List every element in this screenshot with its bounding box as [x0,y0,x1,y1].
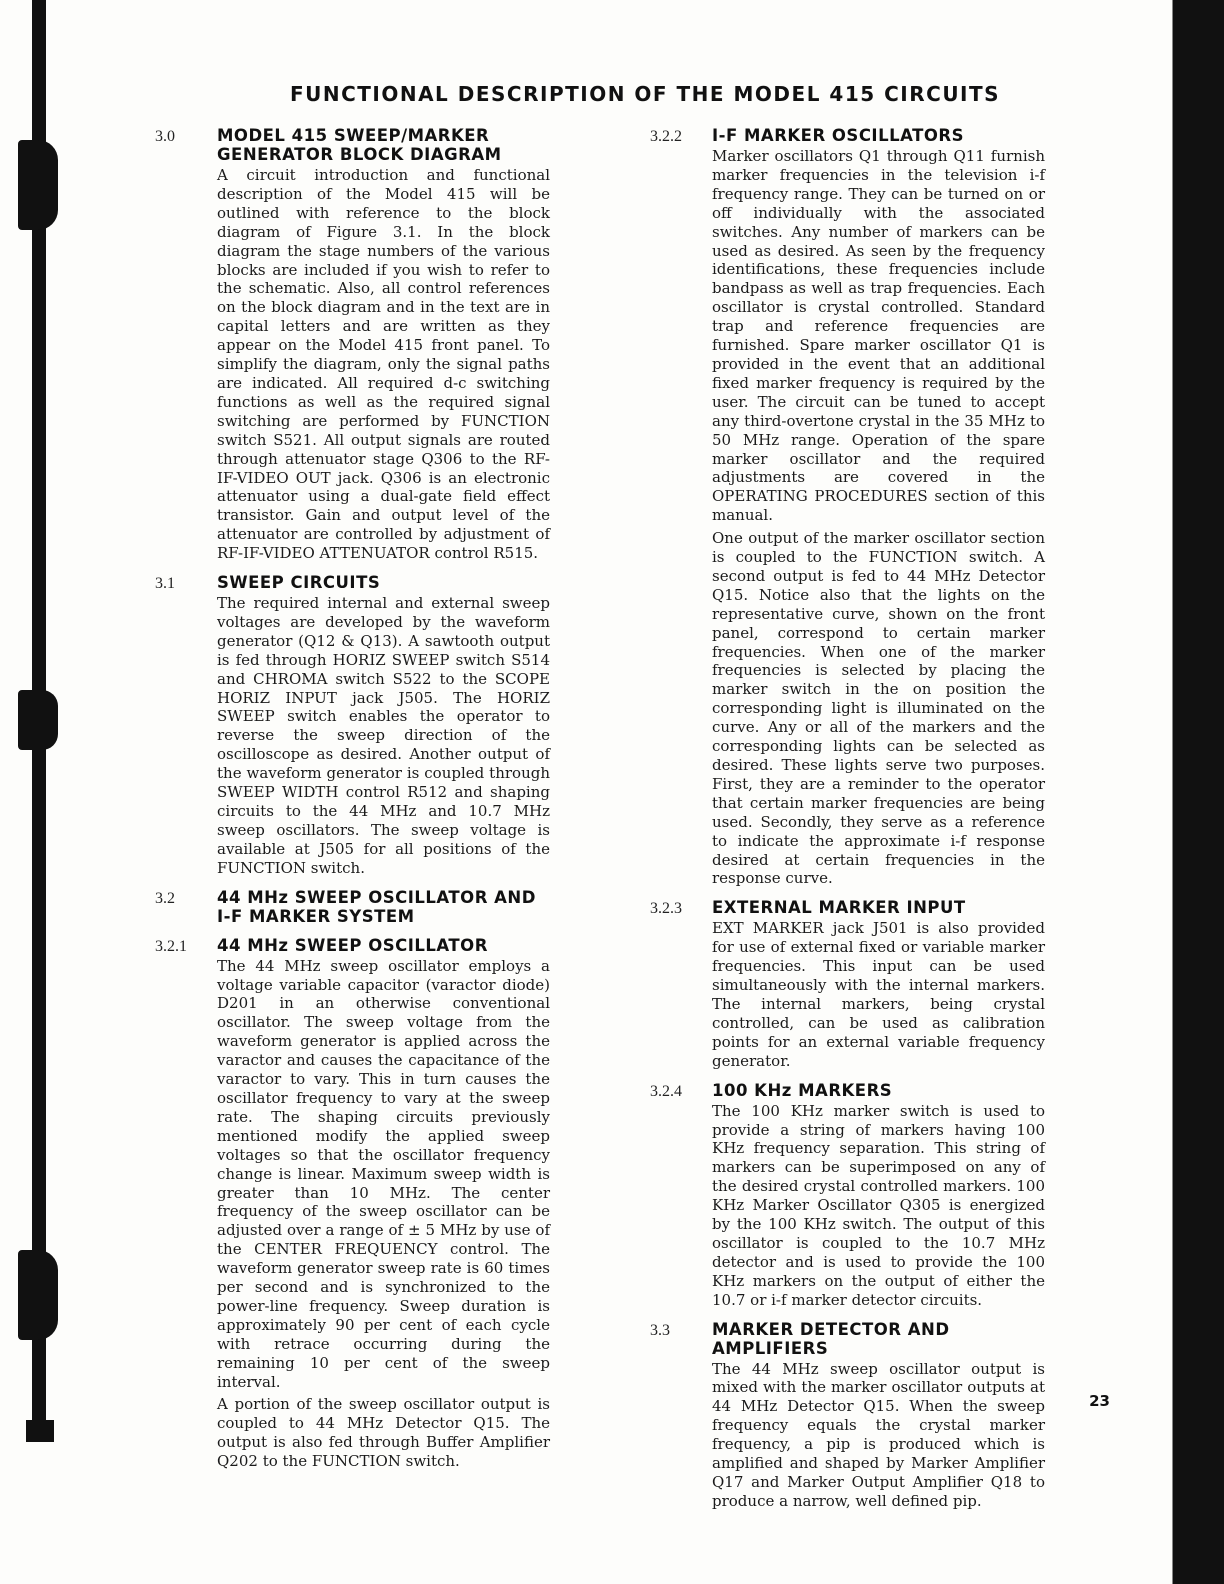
section-3-0 [155,126,550,563]
section-heading: SWEEP CIRCUITS [217,573,381,593]
section-number: 3.2.3 [650,900,682,918]
section-number: 3.2.4 [650,1082,682,1100]
section-heading: I-F MARKER OSCILLATORS [712,126,964,145]
page-title: FUNCTIONAL DESCRIPTION OF THE MODEL 415 CIRCUITS [289,82,1001,106]
section-heading: 44 MHz SWEEP OSCILLATOR [217,935,488,955]
section-3-2-1 [155,936,550,1471]
section-heading: 100 KHz MARKERS [712,1080,893,1100]
paragraph: EXT MARKER jack J501 is also provided for use of external fixed or variable marker frequencies. This input can be used simultaneously with the internal markers. The internal markers, being crystal controlled, can be used as calibration points for an external variable frequency generator. [712,919,1045,1070]
section-number: 3.2.1 [155,937,187,955]
section-heading: EXTERNAL MARKER INPUT [712,898,966,918]
section-number: 3.2.2 [650,128,682,145]
page-edge-shadow [1132,0,1224,1584]
binding-tab [18,690,58,750]
section-3-2-4 [650,1081,1045,1310]
binding-tab [18,1250,58,1340]
right-column [650,126,1045,1521]
section-number: 3.3 [650,1321,670,1339]
section-heading: MODEL 415 SWEEP/MARKER GENERATOR BLOCK DIAGRAM [217,126,502,164]
left-column [155,126,550,1481]
binding-tab [18,140,58,230]
paragraph: The 44 MHz sweep oscillator employs a voltage variable capacitor (varactor diode) D201 in an otherwise conventional oscillator. The sweep voltage from the waveform generator is applied across the varactor and causes the capacitance of the varactor to vary. This in turn causes the oscillator frequency to vary at the sweep rate. The shaping circuits previously mentioned modify the applied sweep voltages so that the oscillator frequency change is linear. Maximum sweep width is greater than 10 MHz. The center frequency of the sweep oscillator can be adjusted over a range of ± 5 MHz by use of the CENTER FREQUENCY control. The waveform generator sweep rate is 60 times per second and is synchronized to the power-line frequency. Sweep duration is approximately 90 per cent of each cycle with retrace occurring during the remaining 10 per cent of the sweep interval. [217,956,550,1391]
section-heading: 44 MHz SWEEP OSCILLATOR AND I-F MARKER SYSTEM [217,887,536,926]
paragraph: A portion of the sweep oscillator output is coupled to 44 MHz Detector Q15. The output is also fed through Buffer Amplifier Q202 to the FUNCTION switch. [217,1395,550,1471]
section-number: 3.0 [155,128,175,145]
paragraph: The 44 MHz sweep oscillator output is mixed with the marker oscillator outputs at 44 MHz Detector Q15. When the sweep frequency equals the crystal marker frequency, a pip is produced which is amplified and shaped by Marker Amplifier Q17 and Marker Output Amplifier Q18 to produce a narrow, well defined pip. [712,1359,1045,1510]
section-3-3 [650,1320,1045,1511]
paragraph: The required internal and external sweep voltages are developed by the waveform generator (Q12 & Q13). A sawtooth output is fed through HORIZ SWEEP switch S514 and CHROMA switch S522 to the SCOPE HORIZ INPUT jack J505. The HORIZ SWEEP switch enables the operator to reverse the sweep direction of the oscilloscope as desired. Another output of the waveform generator is coupled through SWEEP WIDTH control R512 and shaping circuits to the 44 MHz and 10.7 MHz sweep oscillators. The sweep voltage is available at J505 for all positions of the FUNCTION switch. [217,594,550,877]
paragraph: Marker oscillators Q1 through Q11 furnish marker frequencies in the television i-f frequency range. They can be turned on or off individually with the associated switches. Any number of markers can be used as desired. As seen by the frequency identifications, these frequencies include bandpass as well as trap frequencies. Each oscillator is crystal controlled. Standard trap and reference frequencies are furnished. Spare marker oscillator Q1 is provided in the event that an additional fixed marker frequency is required by the user. The circuit can be tuned to accept any third-overtone crystal in the 35 MHz to 50 MHz range. Operation of the spare marker oscillator and the required adjustments are covered in the OPERATING PROCEDURES section of this manual. [712,147,1045,525]
section-3-1 [155,573,550,878]
paragraph: One output of the marker oscillator section is coupled to the FUNCTION switch. A second output is fed to 44 MHz Detector Q15. Notice also that the lights on the representative curve, shown on the front panel, correspond to certain marker frequencies. When one of the marker frequencies is selected by placing the marker switch in the on position the corresponding light is illuminated on the curve. Any or all of the markers and the corresponding lights can be selected as desired. These lights serve two purposes. First, they are a reminder to the operator that certain marker frequencies are being used. Secondly, they serve as a reference to indicate the approximate i-f response desired at certain frequencies in the response curve. [712,529,1045,888]
section-3-2-2 [650,126,1045,888]
binding-tab [26,1420,54,1442]
paragraph: A circuit introduction and functional description of the Model 415 will be outlined with reference to the block diagram of Figure 3.1. In the block diagram the stage numbers of the various blocks are included if you wish to refer to the schematic. Also, all control references on the block diagram and in the text are in capital letters and are written as they appear on the Model 415 front panel. To simplify the diagram, only the signal paths are indicated. All required d-c switching functions as well as the required signal switching are performed by FUNCTION switch S521. All output signals are routed through attenuator stage Q306 to the RF-IF-VIDEO OUT jack. Q306 is an electronic attenuator using a dual-gate field effect transistor. Gain and output level of the attenuator are controlled by adjustment of RF-IF-VIDEO ATTENUATOR control R515. [217,166,550,563]
section-heading: MARKER DETECTOR AND AMPLIFIERS [712,1319,950,1358]
section-number: 3.1 [155,575,175,593]
section-3-2-3 [650,898,1045,1070]
page-number: 23 [1089,1392,1110,1410]
paragraph: The 100 KHz marker switch is used to provide a string of markers having 100 KHz frequency separation. This string of markers can be superimposed on any of the desired crystal controlled markers. 100 KHz Marker Oscillator Q305 is energized by the 100 KHz switch. The output of this oscillator is coupled to the 10.7 MHz detector and is used to provide the 100 KHz markers on the output of either the 10.7 or i-f marker detector circuits. [712,1101,1045,1309]
section-3-2 [155,888,550,926]
section-number: 3.2 [155,889,175,907]
